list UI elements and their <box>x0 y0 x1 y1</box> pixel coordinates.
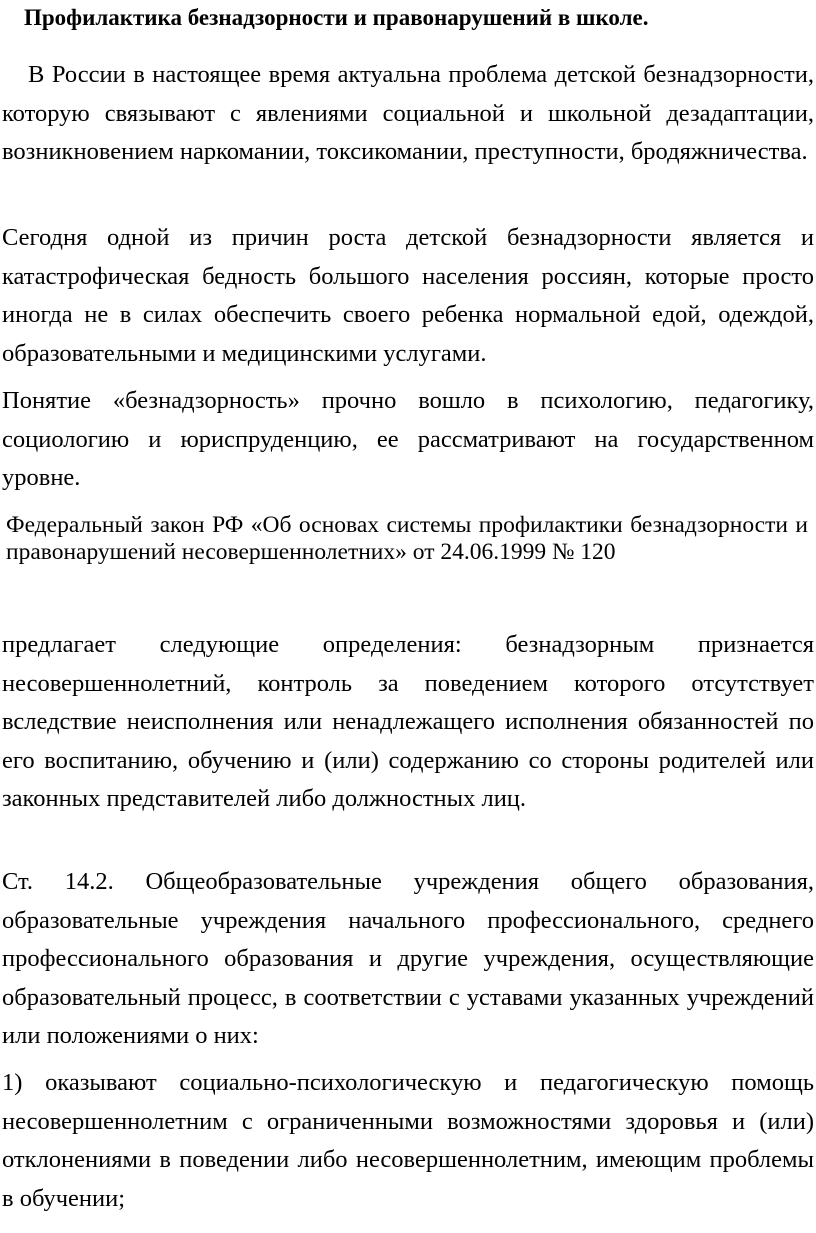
paragraph-federal-law: Федеральный закон РФ «Об основах системы профилактики безнадзорности и правонарушений несовершеннолетних» от 24.06.1999 № 120 <box>6 512 808 565</box>
paragraph-article-14-2: Ст. 14.2. Общеобразовательные учреждения общего образования, образовательные учреждения начального профессионального, среднего профессионального образования и другие учреждения, осуществляющие образовательный процесс, в соответствии с уставами указанных учреждений или положениями о них: <box>2 868 814 1050</box>
paragraph-definition: предлагает следующие определения: безнадзорным признается несовершеннолетний, контроль за поведением которого отсутствует вследствие неисполнения или ненадлежащего исполнения обязанностей по его воспитанию, обучению и (или) содержанию со стороны родителей или законных представителей либо должностных лиц. <box>2 631 814 813</box>
paragraph-item-1: 1) оказывают социально-психологическую и педагогическую помощь несовершеннолетним с ограниченными возможностями здоровья и (или) отклонениями в поведении либо несовершеннолетним, имеющим проблемы в обучении; <box>2 1069 814 1212</box>
paragraph-concept: Понятие «безнадзорность» прочно вошло в психологию, педагогику, социологию и юриспруденцию, ее рассматривают на государственном уровне. <box>2 387 814 492</box>
paragraph-poverty: Сегодня одной из причин роста детской безнадзорности является и катастрофическая бедность большого населения россиян, которые просто иногда не в силах обеспечить своего ребенка нормальной едой, одеждой, образовательными и медицинскими услугами. <box>2 224 814 367</box>
paragraph-intro: В России в настоящее время актуальна проблема детской безнадзорности, которую связывают с явлениями социальной и школьной дезадаптации, возникновением наркомании, токсикомании, преступности, бродяжничества. <box>2 61 814 166</box>
document-title: Профилактика безнадзорности и правонарушений в школе. <box>24 5 649 30</box>
